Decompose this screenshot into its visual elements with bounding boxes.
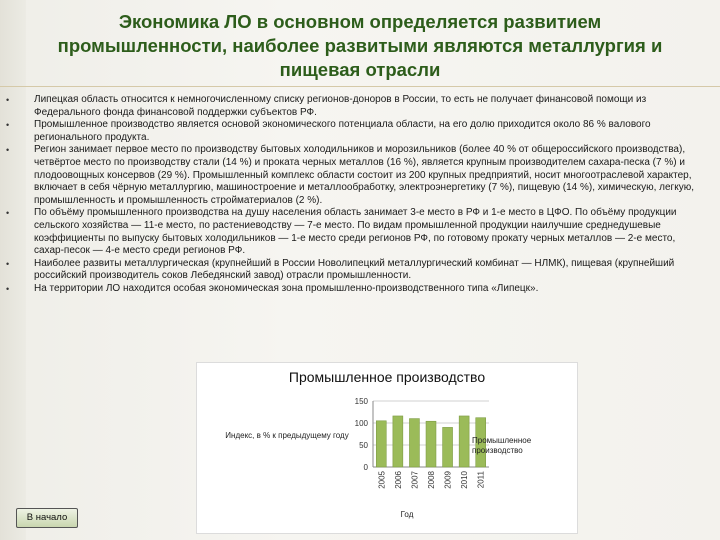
bullet-item: • Промышленное производство является основой экономического потенциала области, на его долю приходится около 86 % валового регионального продукта.	[6, 119, 706, 144]
bar-2006	[393, 416, 403, 467]
industrial-production-chart	[196, 362, 578, 534]
x-tick-label: 2010	[460, 471, 470, 489]
y-tick-label: 50	[359, 441, 368, 450]
x-tick-label: 2009	[443, 471, 453, 489]
legend-label-line: производство	[472, 446, 523, 455]
x-tick-label: 2011	[476, 471, 486, 489]
title-divider	[0, 86, 720, 87]
bar-2005	[376, 421, 386, 467]
x-tick-label: 2006	[393, 471, 403, 489]
legend-label-line: Промышленное	[472, 436, 532, 445]
bullet-item: • Наиболее развиты металлургическая (крупнейший в России Новолипецкий металлургический комбинат — НЛМК), пищевая (крупнейший российский производитель соков Лебедянский завод) отрасли промышленности.	[6, 258, 706, 283]
bar-2007	[409, 419, 419, 467]
slide-title-line-2: промышленности, наиболее развитыми являются металлургия и	[57, 35, 663, 56]
x-tick-label: 2007	[410, 471, 420, 489]
y-tick-label: 0	[363, 463, 368, 472]
legend-swatch	[461, 437, 467, 443]
x-tick-label: 2005	[377, 471, 387, 489]
bullet-item: • Регион занимает первое место по производству бытовых холодильников и морозильников (более 40 % от общероссийского производства), четвёртое место по производству стали (14 %) и проката черных металлов (16 %), является крупным производителем сахара-песка (7 %) и плодоовощных консервов (29 %). Промышленный комплекс области состоит из 200 крупных предприятий, носит многоотраслевой характер, включает в себя чёрную металлургию, машиностроение и металлообработку, электроэнергетику (7 %), пищевую (14 %), химическую, легкую, промышленность и промышленность стройматериалов (2 %).	[6, 144, 706, 207]
x-tick-label: 2008	[427, 471, 436, 489]
x-axis-label: Год	[400, 510, 414, 519]
y-tick-label: 150	[354, 397, 368, 406]
slide-title	[20, 10, 700, 82]
y-axis-label: Индекс, в % к предыдущему году	[225, 431, 349, 440]
bar-2008	[426, 421, 436, 467]
bullet-item: • Липецкая область относится к немногочисленному списку регионов-доноров в России, то есть не получает финансовой помощи из Федерального фонда финансовой поддержки субъектов РФ.	[6, 94, 706, 119]
slide-title-line-3: пищевая отрасли	[279, 59, 441, 80]
back-to-start-button[interactable]: В начало	[16, 508, 78, 528]
bullet-list	[6, 94, 706, 296]
legend-label	[472, 436, 532, 455]
y-tick-label: 100	[354, 419, 368, 428]
chart-title: Промышленное производство	[288, 369, 486, 385]
bar-2009	[443, 427, 453, 467]
chart-canvas	[197, 363, 577, 533]
bullet-item: • На территории ЛО находится особая экономическая зона промышленно-производственного типа «Липецк».	[6, 283, 706, 296]
bullet-item: • По объёму промышленного производства на душу населения область занимает 3-е место в РФ и 1-е место в ЦФО. По объёму продукции сельского хозяйства — 11-е место, по растениеводству — 7-е место. По видам промышленной продукции наилучшие среднедушевые коэффициенты по выпуску бытовых холодильников — 1-е место среди регионов РФ, по готовому прокату черных металлов — 2-е место, сахар-песок — 4-е место среди регионов РФ.	[6, 207, 706, 257]
slide-title-line-1: Экономика ЛО в основном определяется развитием	[118, 11, 602, 32]
